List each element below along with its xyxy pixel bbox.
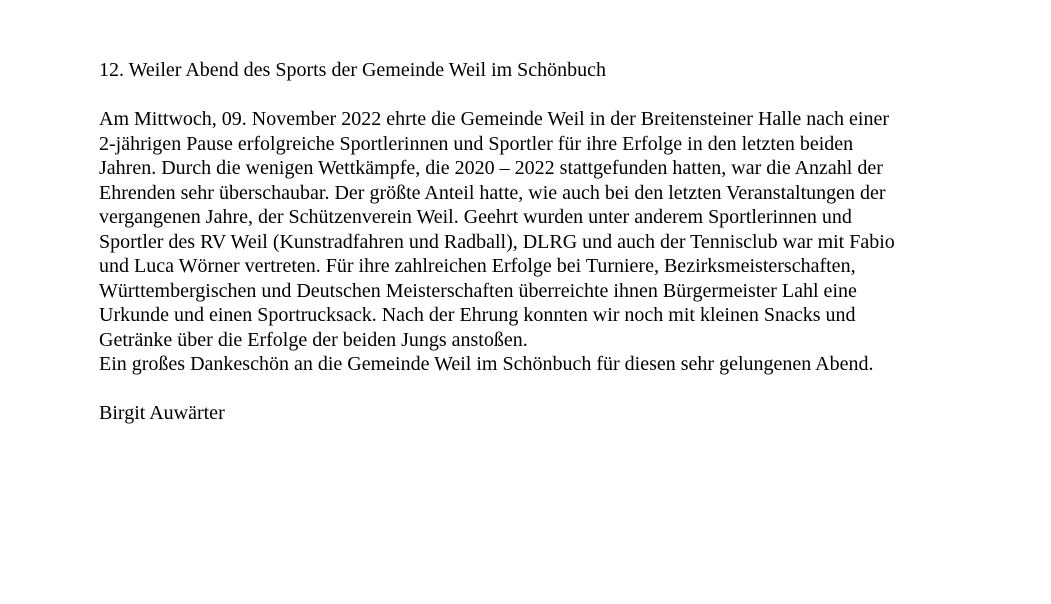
- body-line: vergangenen Jahre, der Schützenverein Weil. Geehrt wurden unter anderem Sportlerinnen und: [99, 206, 852, 228]
- body-line: 2-jährigen Pause erfolgreiche Sportlerinnen und Sportler für ihre Erfolge in den letzten beiden: [99, 132, 854, 155]
- closing-line: Ein großes Dankeschön an die Gemeinde Weil im Schönbuch für diesen sehr gelungenen Abend.: [99, 353, 874, 375]
- spacer: [99, 377, 1039, 402]
- document: [99, 58, 1039, 426]
- document-title: 12. Weiler Abend des Sports der Gemeinde Weil im Schönbuch: [99, 59, 607, 81]
- body-line: Am Mittwoch, 09. November 2022 ehrte die Gemeinde Weil in der Breitensteiner Halle nach einer: [99, 108, 889, 130]
- body-line: Württembergischen und Deutschen Meisterschaften überreichte ihnen Bürgermeister Lahl eine: [99, 279, 857, 302]
- body-paragraph: [99, 107, 1039, 352]
- body-line: und Luca Wörner vertreten. Für ihre zahlreichen Erfolge bei Turniere, Bezirksmeisterschaften,: [99, 255, 856, 277]
- body-line: Ehrenden sehr überschaubar. Der größte Anteil hatte, wie auch bei den letzten Veranstaltungen der: [99, 181, 886, 204]
- author-signature: Birgit Auwärter: [99, 402, 225, 424]
- spacer: [99, 83, 1039, 108]
- body-line: Sportler des RV Weil (Kunstradfahren und Radball), DLRG und auch der Tennisclub war mit Fabio: [99, 230, 895, 253]
- body-line: Jahren. Durch die wenigen Wettkämpfe, die 2020 – 2022 stattgefunden hatten, war die Anzahl der: [99, 157, 883, 179]
- body-line: Urkunde und einen Sportrucksack. Nach der Ehrung konnten wir noch mit kleinen Snacks und: [99, 304, 856, 326]
- body-line: Getränke über die Erfolge der beiden Jungs anstoßen.: [99, 328, 528, 351]
